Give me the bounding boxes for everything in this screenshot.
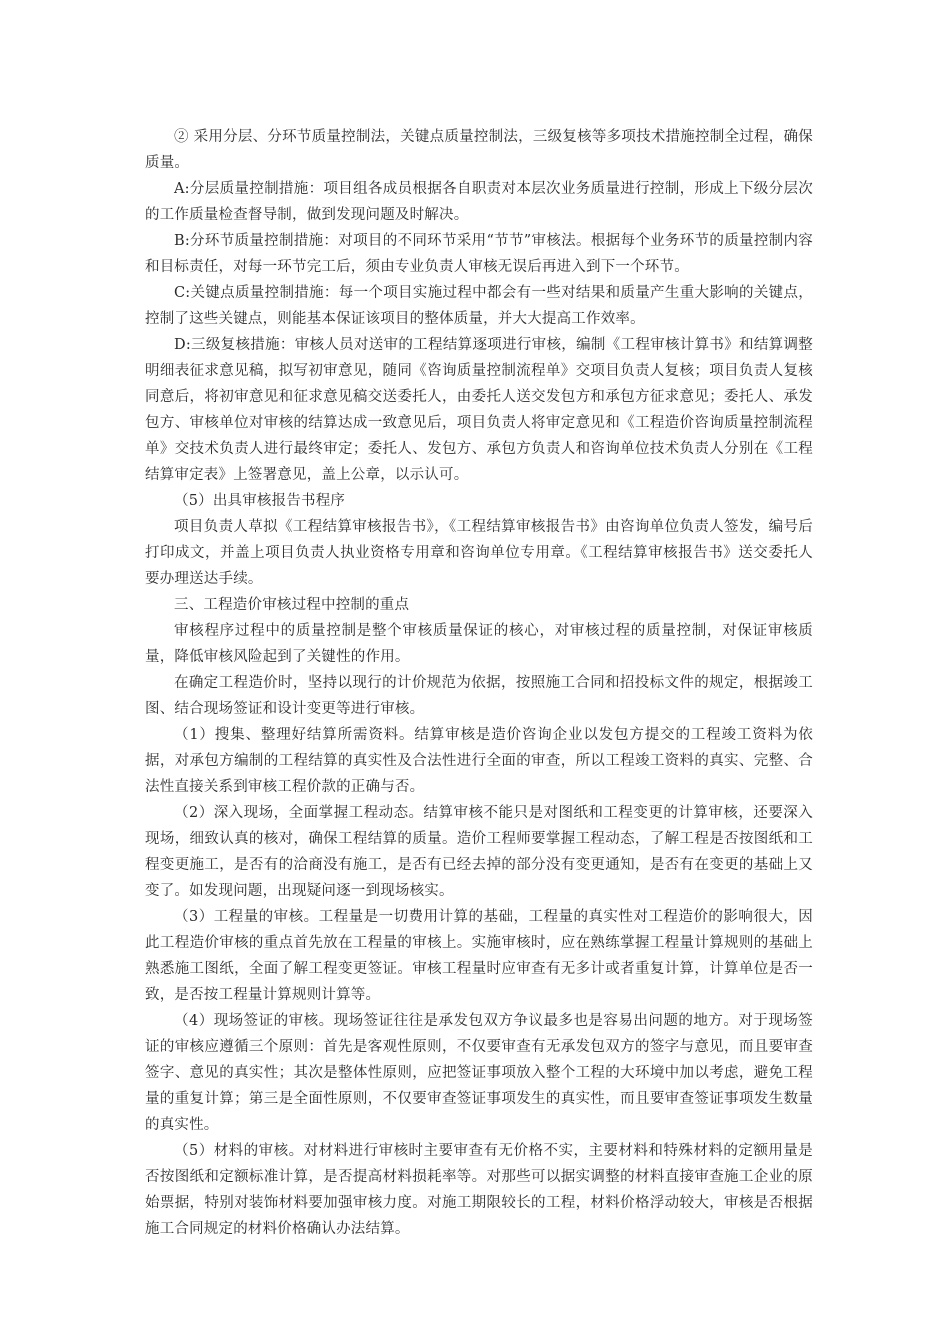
paragraph-keypoint-control: C:关键点质量控制措施：每一个项目实施过程中都会有一些对结果和质量产生重大影响的关键点，控制了这些关键点，则能基本保证该项目的整体质量，并大大提高工作效率。 <box>145 285 813 327</box>
paragraph-three-level-review: D:三级复核措施：审核人员对送审的工程结算逐项进行审核，编制《工程审核计算书》和结算调整明细表征求意见稿，拟写初审意见，随同《咨询质量控制流程单》交项目负责人复核；项目负责人复核同意后，将初审意见和征求意见稿交送委托人，由委托人送交发包方和承包方征求意见；委托人、承发包方、审核单位对审核的结算达成一致意见后，项目负责人将审定意见和《工程造价咨询质量控制流程单》交技术负责人进行最终审定；委托人、发包方、承包方负责人和咨询单位技术负责人分别在《工程结算审定表》上签署意见，盖上公章，以示认可。 <box>145 337 813 483</box>
paragraph-segment-control: B:分环节质量控制措施：对项目的不同环节采用“节节”审核法。根据每个业务环节的质量控制内容和目标责任，对每一环节完工后，须由专业负责人审核无误后再进入到下一个环节。 <box>145 233 813 275</box>
section-heading-control-points: 三、工程造价审核过程中控制的重点 <box>174 597 410 613</box>
heading-report-procedure: （5）出具审核报告书程序 <box>174 493 346 509</box>
paragraph-cost-basis: 在确定工程造价时，坚持以现行的计价规范为依据，按照施工合同和招投标文件的规定，根据竣工图、结合现场签证和设计变更等进行审核。 <box>145 675 813 717</box>
paragraph-item-1-materials-collection: （1）搜集、整理好结算所需资料。结算审核是造价咨询企业以发包方提交的工程竣工资料为依据，对承包方编制的工程结算的真实性及合法性进行全面的审查，所以工程竣工资料的真实、完整、合法性直接关系到审核工程价款的正确与否。 <box>145 727 813 795</box>
paragraph-quality-control-methods: ② 采用分层、分环节质量控制法，关键点质量控制法，三级复核等多项技术措施控制全过程，确保质量。 <box>145 129 813 171</box>
paragraph-item-2-site-visit: （2）深入现场，全面掌握工程动态。结算审核不能只是对图纸和工程变更的计算审核，还要深入现场，细致认真的核对，确保工程结算的质量。造价工程师要掌握工程动态，了解工程是否按图纸和工程变更施工，是否有的洽商没有施工，是否有已经去掉的部分没有变更通知，是否有在变更的基础上又变了。如发现问题，出现疑问逐一到现场核实。 <box>145 805 813 899</box>
paragraph-item-4-site-visa-review: （4）现场签证的审核。现场签证往往是承发包双方争议最多也是容易出问题的地方。对于现场签证的审核应遵循三个原则：首先是客观性原则，不仅要审查有无承发包双方的签字与意见，而且要审查签字、意见的真实性；其次是整体性原则，应把签证事项放入整个工程的大环境中加以考虑，避免工程量的重复计算；第三是全面性原则，不仅要审查签证事项发生的真实性，而且要审查签证事项发生数量的真实性。 <box>145 1013 813 1133</box>
document-body <box>145 124 813 1242</box>
paragraph-process-quality-core: 审核程序过程中的质量控制是整个审核质量保证的核心，对审核过程的质量控制，对保证审核质量，降低审核风险起到了关键性的作用。 <box>145 623 813 665</box>
paragraph-item-3-quantity-review: （3）工程量的审核。工程量是一切费用计算的基础，工程量的真实性对工程造价的影响很大，因此工程造价审核的重点首先放在工程量的审核上。实施审核时，应在熟练掌握工程量计算规则的基础上熟悉施工图纸，全面了解工程变更签证。审核工程量时应审查有无多计或者重复计算，计算单位是否一致，是否按工程量计算规则计算等。 <box>145 909 813 1003</box>
paragraph-report-drafting: 项目负责人草拟《工程结算审核报告书》，《工程结算审核报告书》由咨询单位负责人签发，编号后打印成文，并盖上项目负责人执业资格专用章和咨询单位专用章。《工程结算审核报告书》送交委托人要办理送达手续。 <box>145 519 813 587</box>
paragraph-layered-control: A:分层质量控制措施：项目组各成员根据各自职责对本层次业务质量进行控制，形成上下级分层次的工作质量检查督导制，做到发现问题及时解决。 <box>145 181 813 223</box>
paragraph-item-5-material-review: （5）材料的审核。对材料进行审核时主要审查有无价格不实，主要材料和特殊材料的定额用量是否按图纸和定额标准计算，是否提高材料损耗率等。对那些可以据实调整的材料直接审查施工企业的原始票据，特别对装饰材料要加强审核力度。对施工期限较长的工程，材料价格浮动较大，审核是否根据施工合同规定的材料价格确认办法结算。 <box>145 1143 813 1237</box>
